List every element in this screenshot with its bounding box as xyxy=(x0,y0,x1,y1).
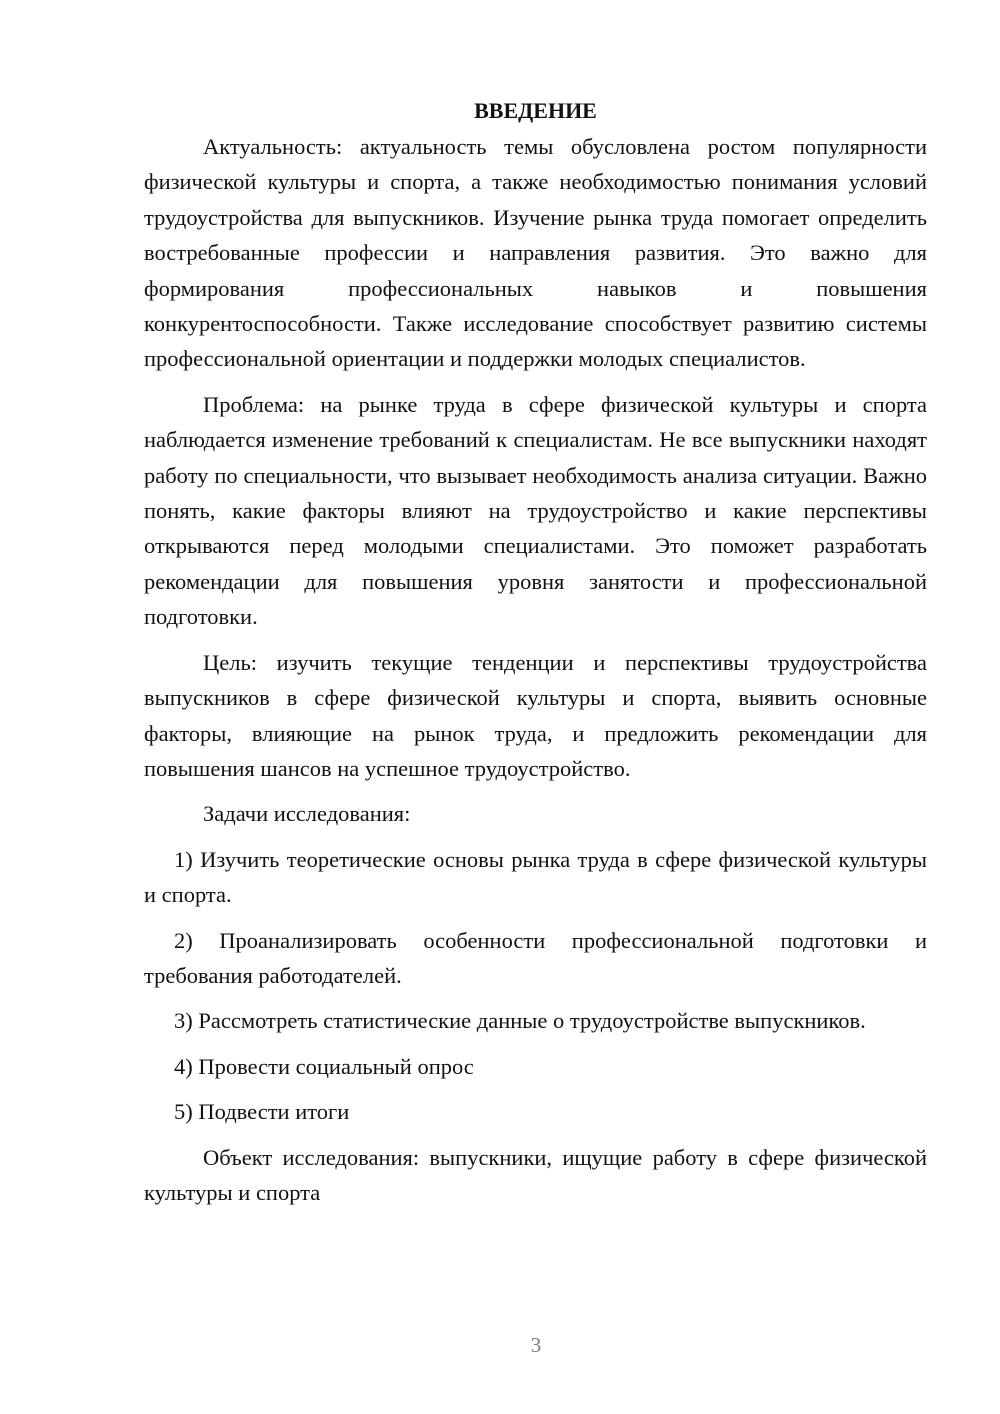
section-title: ВВЕДЕНИЕ xyxy=(474,98,597,123)
task-item: 1) Изучить теоретические основы рынка труда в сфере физической культуры и спорта. xyxy=(144,846,927,908)
task-item: 4) Провести социальный опрос xyxy=(174,1053,474,1079)
page-number: 3 xyxy=(530,1333,542,1357)
problem-paragraph: Проблема: на рынке труда в сфере физической культуры и спорта наблюдается изменение требований к специалистам. Не все выпускники находят работу по специальности, что вызывает необходимость анализа ситуации. Важно понять, какие факторы влияют на трудоустройство и какие перспективы открываются перед молодыми специалистами. Это поможет разработать рекомендации для повышения уровня занятости и профессиональной подготовки. xyxy=(144,391,927,630)
task-item: 5) Подвести итоги xyxy=(174,1099,350,1125)
task-item: 2) Проанализировать особенности профессиональной подготовки и требования работодателей. xyxy=(144,927,927,988)
page-body xyxy=(144,93,927,1220)
goal-paragraph: Цель: изучить текущие тенденции и перспективы трудоустройства выпускников в сфере физической культуры и спорта, выявить основные факторы, влияющие на рынок труда, и предложить рекомендации для повышения шансов на успешное трудоустройство. xyxy=(144,649,927,781)
object-paragraph: Объект исследования: выпускники, ищущие работу в сфере физической культуры и спорта xyxy=(144,1144,927,1205)
relevance-paragraph: Актуальность: актуальность темы обусловлена ростом популярности физической культуры и спорта, а также необходимостью понимания условий трудоустройства для выпускников. Изучение рынка труда помогает определить востребованные профессии и направления развития. Это важно для формирования профессиональных навыков и повышения конкурентоспособности. Также исследование способствует развитию системы профессиональной ориентации и поддержки молодых специалистов. xyxy=(144,134,927,372)
tasks-heading: Задачи исследования: xyxy=(203,801,411,827)
task-item: 3) Рассмотреть статистические данные о трудоустройстве выпускников. xyxy=(174,1008,866,1034)
